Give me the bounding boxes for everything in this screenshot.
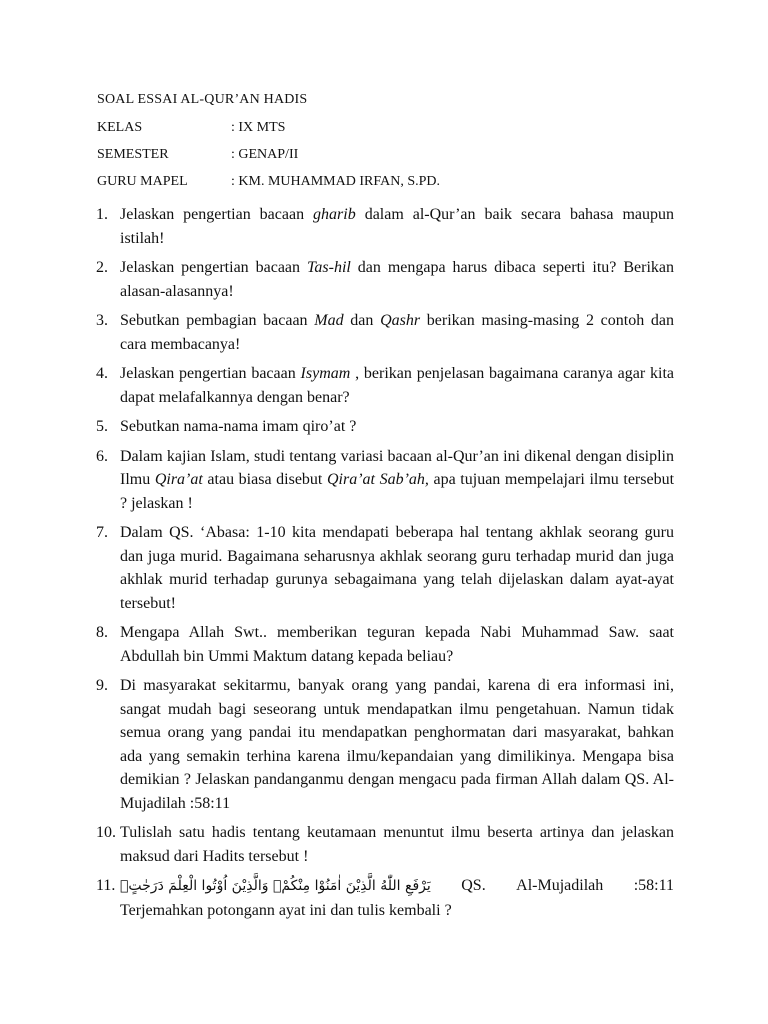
header-row-semester	[97, 145, 307, 165]
question-text	[120, 203, 674, 250]
question-number: 1.	[96, 206, 108, 223]
question-text	[120, 309, 674, 356]
question-text	[120, 256, 674, 303]
question-text-part: dan mengapa harus dibaca seperti itu? Berikan alasan-alasannya!	[120, 259, 674, 300]
question-item	[96, 445, 674, 516]
question-number: 6.	[96, 447, 108, 465]
header-value: : KM. MUHAMMAD IRFAN, S.PD.	[231, 174, 440, 189]
question-term: Tas-hil	[306, 259, 351, 276]
question-text-part: apa tujuan mempelajari ilmu tersebut ? jelaskan !	[120, 471, 675, 512]
question-text: Mengapa Allah Swt.. memberikan teguran kepada Nabi Muhammad Saw. saat Abdullah bin Ummi Maktum datang kepada beliau?	[120, 624, 674, 665]
question-text-part: Dalam kajian Islam, studi tentang variasi bacaan al-Qur’an ini dikenal dengan disiplin Ilmu	[120, 447, 674, 488]
question-text-part: Sebutkan pembagian bacaan	[120, 312, 315, 329]
question-number: 10.	[96, 824, 116, 841]
header-label: GURU MAPEL	[97, 174, 188, 189]
question-item	[96, 309, 674, 356]
question-text	[120, 445, 674, 516]
arabic-verse: يَرْفَعِ اللّٰهُ الَّذِيْنَ اٰمَنُوْا مِنْكُمْۙ وَالَّذِيْنَ اُوْتُوا الْعِلْمَ دَرَجٰتٍۗ	[120, 878, 431, 894]
question-text-part: dan	[343, 312, 381, 329]
question-number: 7.	[96, 524, 108, 541]
question-item	[96, 821, 674, 868]
question-list	[96, 203, 674, 928]
question-item	[96, 203, 674, 250]
question-number: 5.	[96, 418, 108, 435]
arabic-verse-line	[120, 874, 674, 899]
question-number: 8.	[96, 624, 108, 641]
verse-reference: :58:11	[633, 877, 674, 894]
question-item	[96, 415, 674, 439]
header-label: KELAS	[97, 120, 143, 135]
question-text-part: Jelaskan pengertian bacaan	[120, 365, 301, 382]
question-term: Qira’at Sab’ah,	[326, 471, 429, 488]
question-text	[120, 874, 674, 922]
question-text-part: Jelaskan pengertian bacaan	[120, 259, 307, 276]
question-item	[96, 521, 674, 615]
question-text: Tulislah satu hadis tentang keutamaan menuntut ilmu beserta artinya dan jelaskan maksud dari Hadits tersebut !	[120, 824, 674, 865]
header-value: : GENAP/II	[231, 147, 299, 162]
question-number: 2.	[96, 259, 108, 276]
question-text	[120, 362, 674, 409]
question-text-part: Jelaskan pengertian bacaan	[120, 206, 314, 223]
verse-surah-name: Al-Mujadilah	[516, 877, 604, 894]
question-number: 4.	[96, 365, 108, 382]
question-term: Isymam	[300, 365, 351, 382]
question-text-part: dalam al-Qur’an baik secara bahasa maupun istilah!	[120, 206, 674, 247]
question-term: Qashr	[380, 312, 421, 329]
question-term: gharib	[313, 206, 356, 223]
header-row-guru-mapel	[97, 172, 440, 192]
header-label: SEMESTER	[97, 147, 169, 162]
question-number: 11.	[96, 877, 116, 894]
verse-qs-label: QS.	[461, 877, 486, 894]
question-item	[96, 362, 674, 409]
question-item	[96, 256, 674, 303]
question-term: Qira’at	[154, 471, 203, 488]
document-title: SOAL ESSAI AL-QUR’AN HADIS	[97, 92, 308, 107]
header-row-kelas	[97, 118, 307, 138]
question-item	[96, 674, 674, 815]
header-value: : IX MTS	[231, 120, 286, 135]
question-text: Di masyarakat sekitarmu, banyak orang yang pandai, karena di era informasi ini, sangat mudah bagi seseorang untuk mendapatkan ilmu pengetahuan. Namun tidak semua orang yang pandai itu mendapatkan penghormatan dari masyarakat, bahkan ada yang semakin terhina karena ilmu/kepandaian yang dimilikinya. Mengapa bisa demikian ? Jelaskan pandanganmu dengan mengacu pada firman Allah dalam QS. Al-Mujadilah :58:11	[120, 677, 674, 812]
question-text-part: atau biasa disebut	[202, 471, 327, 488]
question-term: Mad	[314, 312, 344, 329]
question-number: 9.	[96, 677, 108, 694]
question-item	[96, 621, 674, 668]
document-header	[97, 90, 440, 199]
question-instruction: Terjemahkan potongann ayat ini dan tulis kembali ?	[120, 901, 452, 919]
question-text: Sebutkan nama-nama imam qiro’at ?	[120, 418, 357, 435]
question-item	[96, 874, 674, 922]
question-text-part: berikan masing-masing 2 contoh dan cara membacanya!	[120, 312, 675, 353]
question-text-part: , berikan penjelasan bagaimana caranya agar kita dapat melafalkannya dengan benar?	[120, 365, 674, 406]
question-number: 3.	[96, 312, 108, 329]
question-text: Dalam QS. ‘Abasa: 1-10 kita mendapati beberapa hal tentang akhlak seorang guru dan juga murid. Bagaimana seharusnya akhlak seorang guru terhadap murid dan juga akhlak murid terhadap gurunya sebagaimana yang telah dijelaskan dalam ayat-ayat tersebut!	[120, 524, 674, 612]
